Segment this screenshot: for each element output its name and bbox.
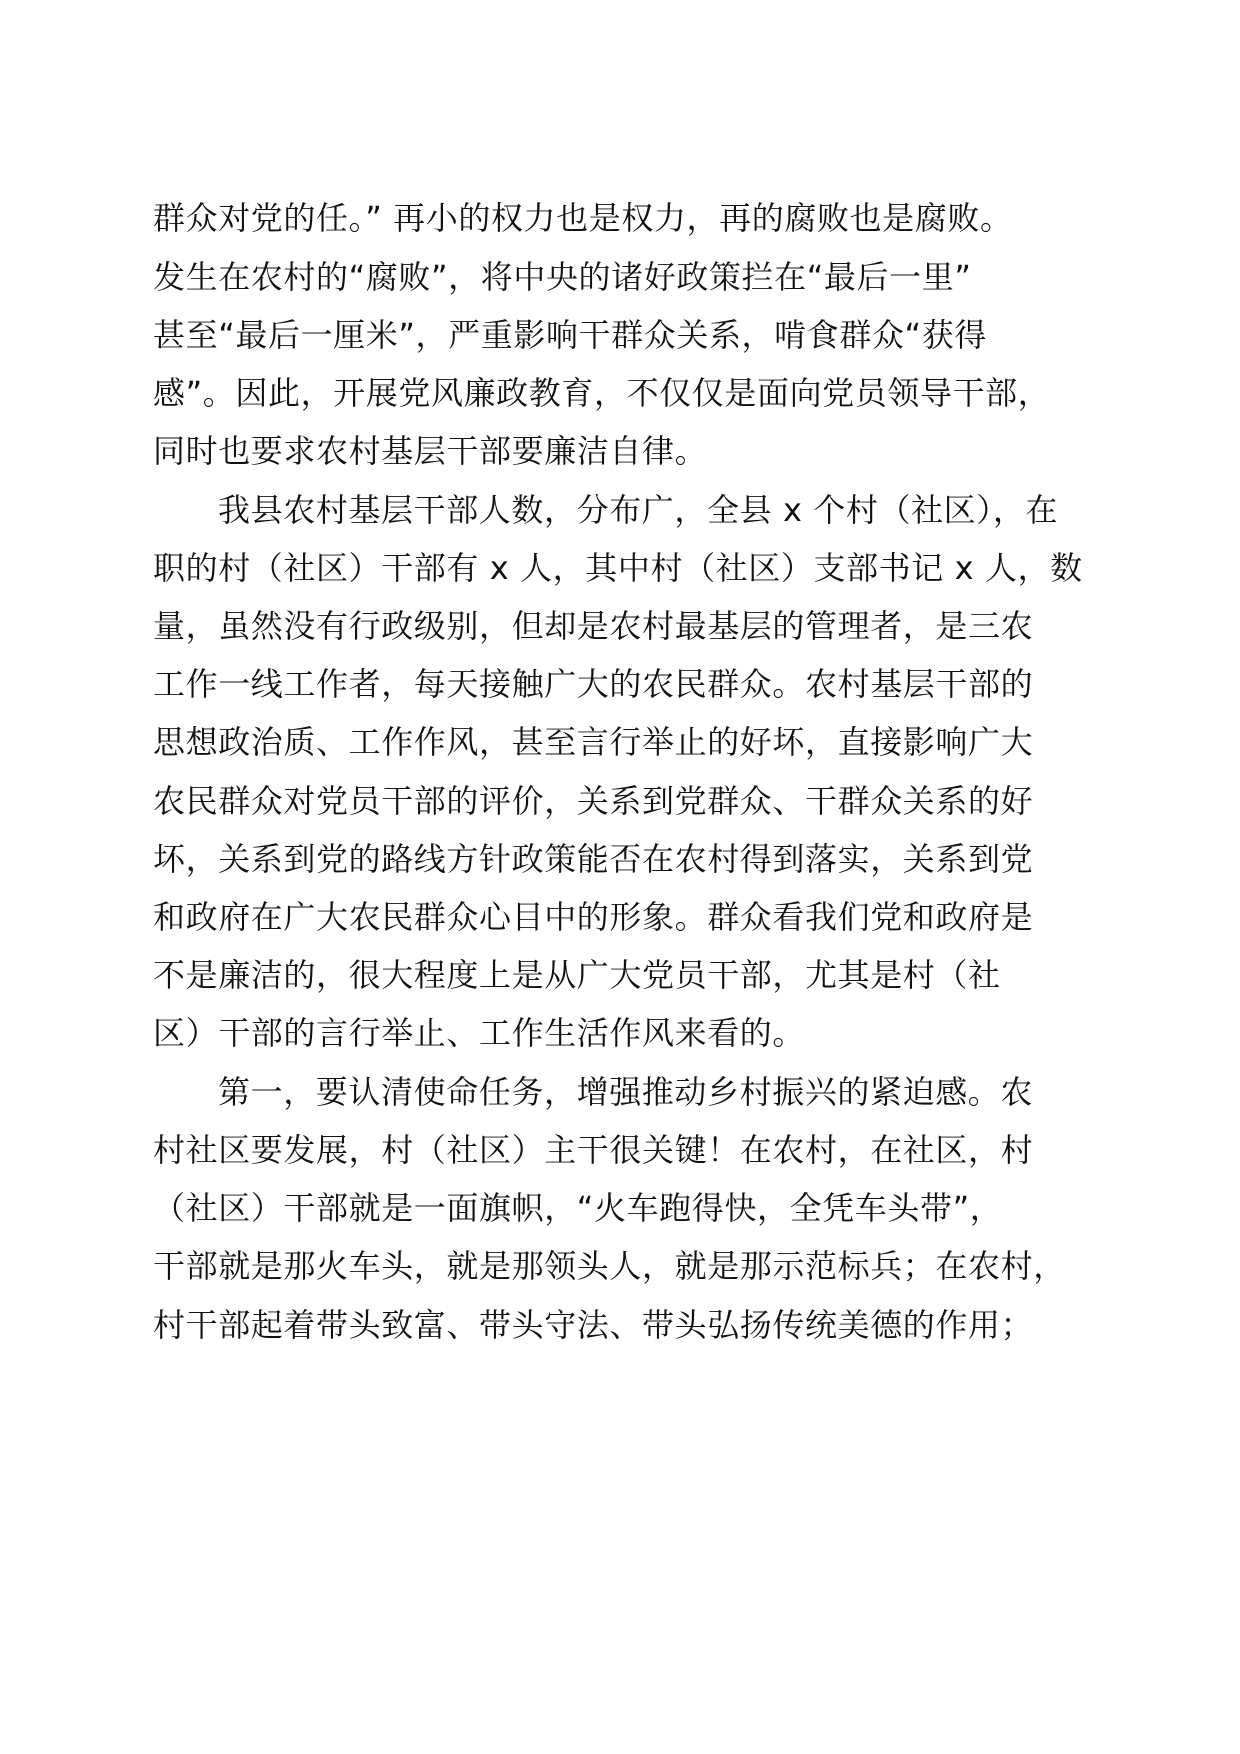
text-line: 区）干部的言行举止、工作生活作风来看的。 (153, 1014, 806, 1052)
text-line: 思想政治质、工作作风，甚至言行举止的好坏，直接影响广大 (153, 723, 1034, 761)
paragraph-first-line: 我县农村基层干部人数，分布广，全县 x 个村（社区），在 (218, 491, 1059, 529)
text-line: 农民群众对党员干部的评价，关系到党群众、干群众关系的好 (153, 782, 1034, 820)
text-line: 甚至“最后一厘米”，严重影响干群众关系，啃食群众“获得 (153, 316, 987, 354)
text-line: （社区）干部就是一面旗帜，“火车跑得快，全凭车头带”， (153, 1189, 1003, 1227)
text-line: 坏，关系到党的路线方针政策能否在农村得到落实，关系到党 (153, 840, 1034, 878)
text-line: 工作一线工作者，每天接触广大的农民群众。农村基层干部的 (153, 665, 1034, 703)
text-line: 量，虽然没有行政级别，但却是农村最基层的管理者，是三农 (153, 607, 1034, 645)
text-line: 村社区要发展，村（社区）主干很关键！在农村，在社区，村 (153, 1131, 1034, 1169)
text-line: 群众对党的任。” 再小的权力也是权力，再的腐败也是腐败。 (153, 199, 1013, 237)
text-line: 发生在农村的“腐败”，将中央的诸好政策拦在“最后一里” (153, 258, 972, 296)
text-line: 感”。因此，开展党风廉政教育，不仅仅是面向党员领导干部， (153, 374, 1051, 412)
text-line: 职的村（社区）干部有 x 人，其中村（社区）支部书记 x 人，数 (153, 549, 1083, 587)
text-line: 和政府在广大农民群众心目中的形象。群众看我们党和政府是 (153, 898, 1034, 936)
text-line: 干部就是那火车头，就是那领头人，就是那示范标兵；在农村， (153, 1247, 1066, 1285)
text-line: 不是廉洁的，很大程度上是从广大党员干部，尤其是村（社 (153, 956, 1001, 994)
text-line: 村干部起着带头致富、带头守法、带头弘扬传统美德的作用； (153, 1306, 1034, 1344)
paragraph-first-line: 第一，要认清使命任务，增强推动乡村振兴的紧迫感。农 (218, 1073, 1034, 1111)
text-line: 同时也要求农村基层干部要廉洁自律。 (153, 432, 708, 470)
